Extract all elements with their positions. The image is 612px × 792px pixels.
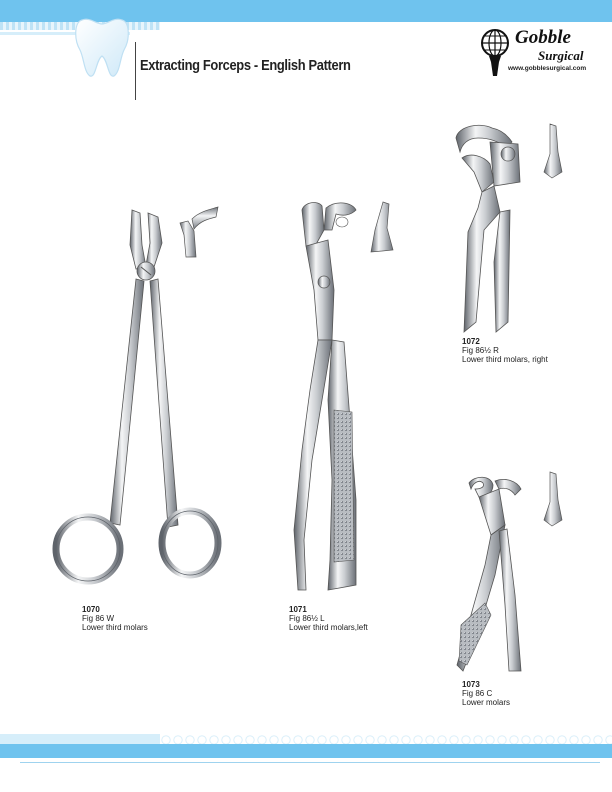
product-desc: Lower third molars, right <box>462 355 548 364</box>
product-desc: Lower molars <box>462 698 511 707</box>
page-title: Extracting Forceps - English Pattern <box>140 57 351 74</box>
tooth-icon <box>72 14 132 80</box>
caption-1073 <box>462 680 510 707</box>
forceps-1072-image <box>450 122 530 337</box>
footer-stripe-light <box>0 734 160 744</box>
product-code: 1070 <box>82 605 100 614</box>
globe-logo-icon <box>480 28 510 78</box>
product-fig: Fig 86 C <box>462 689 493 698</box>
logo-subtitle: Surgical <box>538 48 584 63</box>
product-fig: Fig 86½ L <box>289 614 325 623</box>
caption-1072 <box>462 337 548 364</box>
forceps-1073-tip-image <box>540 470 564 528</box>
product-fig: Fig 86½ R <box>462 346 499 355</box>
product-code: 1072 <box>462 337 480 346</box>
product-desc: Lower third molars <box>82 623 148 632</box>
forceps-1070-tip-image <box>178 205 220 260</box>
product-code: 1071 <box>289 605 307 614</box>
footer-line <box>20 762 600 763</box>
logo-url: www.gobblesurgical.com <box>508 65 587 72</box>
forceps-1070-image <box>50 205 225 590</box>
footer-band <box>0 744 612 758</box>
product-fig: Fig 86 W <box>82 614 115 623</box>
forceps-1071-tip-image <box>365 200 395 255</box>
forceps-1072-tip-image <box>540 122 564 180</box>
logo-name: Gobble <box>515 27 571 48</box>
caption-1070 <box>82 605 148 632</box>
forceps-1073-image <box>455 475 535 675</box>
title-divider <box>135 42 136 100</box>
product-code: 1073 <box>462 680 480 689</box>
caption-1071 <box>289 605 368 632</box>
product-desc: Lower third molars,left <box>289 623 368 632</box>
forceps-1071-image <box>292 200 372 595</box>
